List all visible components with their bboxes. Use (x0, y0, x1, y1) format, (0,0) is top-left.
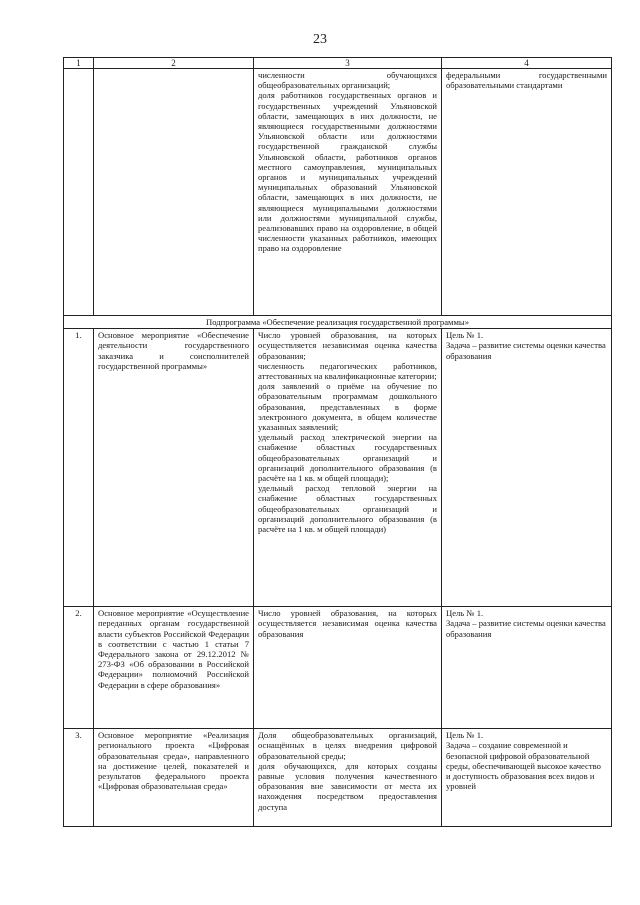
indicator-item: доля обучающихся, для которых созданы равные условия получения качественного образования вне зависимости от места их нахождения посредством предоставления доступа (258, 760, 437, 812)
indicator-item: доля заявлений о приёме на обучение по образовательным программам дошкольного образования, представленных в форме электронного документа, в общем количестве указанных заявлений; (258, 381, 437, 433)
indicator-item: Число уровней образования, на которых осуществляется независимая оценка качества образования; (258, 330, 437, 361)
event-name: Основное мероприятие «Осуществление переданных органам государственной власти субъектов Российской Федерации в соответствии с частью 1 статьи 7 Федерального закона от 29.12.2012 № 273-ФЗ «Об образовании в Российской Федерации» полномочий Российской Федерации в сфере образования» (94, 607, 254, 729)
page-number: 23 (313, 32, 327, 47)
continuation-indicator: доля работников государственных органов и государственных учреждений Ульяновской области, замещающих в них должности, не являющиеся государственными должностями Ульяновской области или должностями государственной гражданской службы Ульяновской области, работников органов местного самоуправления, муниципальных органов и муниципальных учреждений муниципальных образований Ульяновской области, замещающих в них должности, не являющиеся муниципальными должностями или должностями муниципальной службы, реализовавших право на оздоровление, в общей численности указанных работников, имеющих право на оздоровление (258, 90, 437, 254)
row-number: 2. (64, 607, 94, 729)
continuation-goal: федеральными государственными образовательными стандартами (442, 69, 612, 316)
row-number: 3. (64, 729, 94, 827)
goal-cell (442, 329, 612, 607)
goal-task: Задача – создание современной и безопасной цифровой образовательной среды, обеспечивающей высокое качество и доступность образования всех видов и уровней (446, 740, 601, 792)
table-row (64, 729, 612, 827)
goal-title: Цель № 1. (446, 330, 484, 341)
goal-title: Цель № 1. (446, 608, 484, 619)
row-number: 1. (64, 329, 94, 607)
header-col-2: 2 (94, 58, 254, 69)
goal-task: Задача – развитие системы оценки качества образования (446, 340, 606, 361)
indicator-item: численность педагогических работников, аттестованных на квалификационные категории; (258, 360, 437, 382)
indicator-item: удельный расход электрической энергии на снабжение областных государственных общеобразовательных организаций и организаций дополнительного образования (в расчёте на 1 кв. м общей площади); (258, 432, 437, 484)
event-name: Основное мероприятие «Реализация регионального проекта «Цифровая образовательная среда», направленного на достижение целей, показателей и результатов федерального проекта «Цифровая образовательная среда» (94, 729, 254, 827)
continuation-row (64, 69, 612, 316)
subprogram-title: Подпрограмма «Обеспечение реализация государственной программы» (64, 316, 612, 329)
indicator-item: Число уровней образования, на которых осуществляется независимая оценка качества образования (258, 608, 437, 639)
table-row (64, 329, 612, 607)
event-name: Основное мероприятие «Обеспечение деятельности государственного заказчика и соисполнителей государственной программы» (94, 329, 254, 607)
goal-task: Задача – развитие системы оценки качества образования (446, 618, 606, 639)
indicators (254, 329, 442, 607)
goal-cell (442, 729, 612, 827)
header-col-3: 3 (254, 58, 442, 69)
indicators (254, 729, 442, 827)
indicators (254, 607, 442, 729)
indicator-item: Доля общеобразовательных организаций, оснащённых в целях внедрения цифровой образовательной среды; (258, 730, 437, 761)
goal-title: Цель № 1. (446, 730, 484, 741)
indicator-item: удельный расход тепловой энергии на снабжение областных государственных общеобразовательных организаций и организаций дополнительного образования (в расчёте на 1 кв. м общей площади) (258, 483, 437, 535)
table-header-row (64, 58, 612, 69)
goal-cell (442, 607, 612, 729)
continuation-indicator: численности обучающихся общеобразовательных организаций; (258, 70, 437, 91)
subprogram-row (64, 316, 612, 329)
table-row (64, 607, 612, 729)
header-col-4: 4 (442, 58, 612, 69)
header-col-1: 1 (64, 58, 94, 69)
continuation-indicators (254, 69, 442, 316)
program-table (63, 57, 612, 827)
